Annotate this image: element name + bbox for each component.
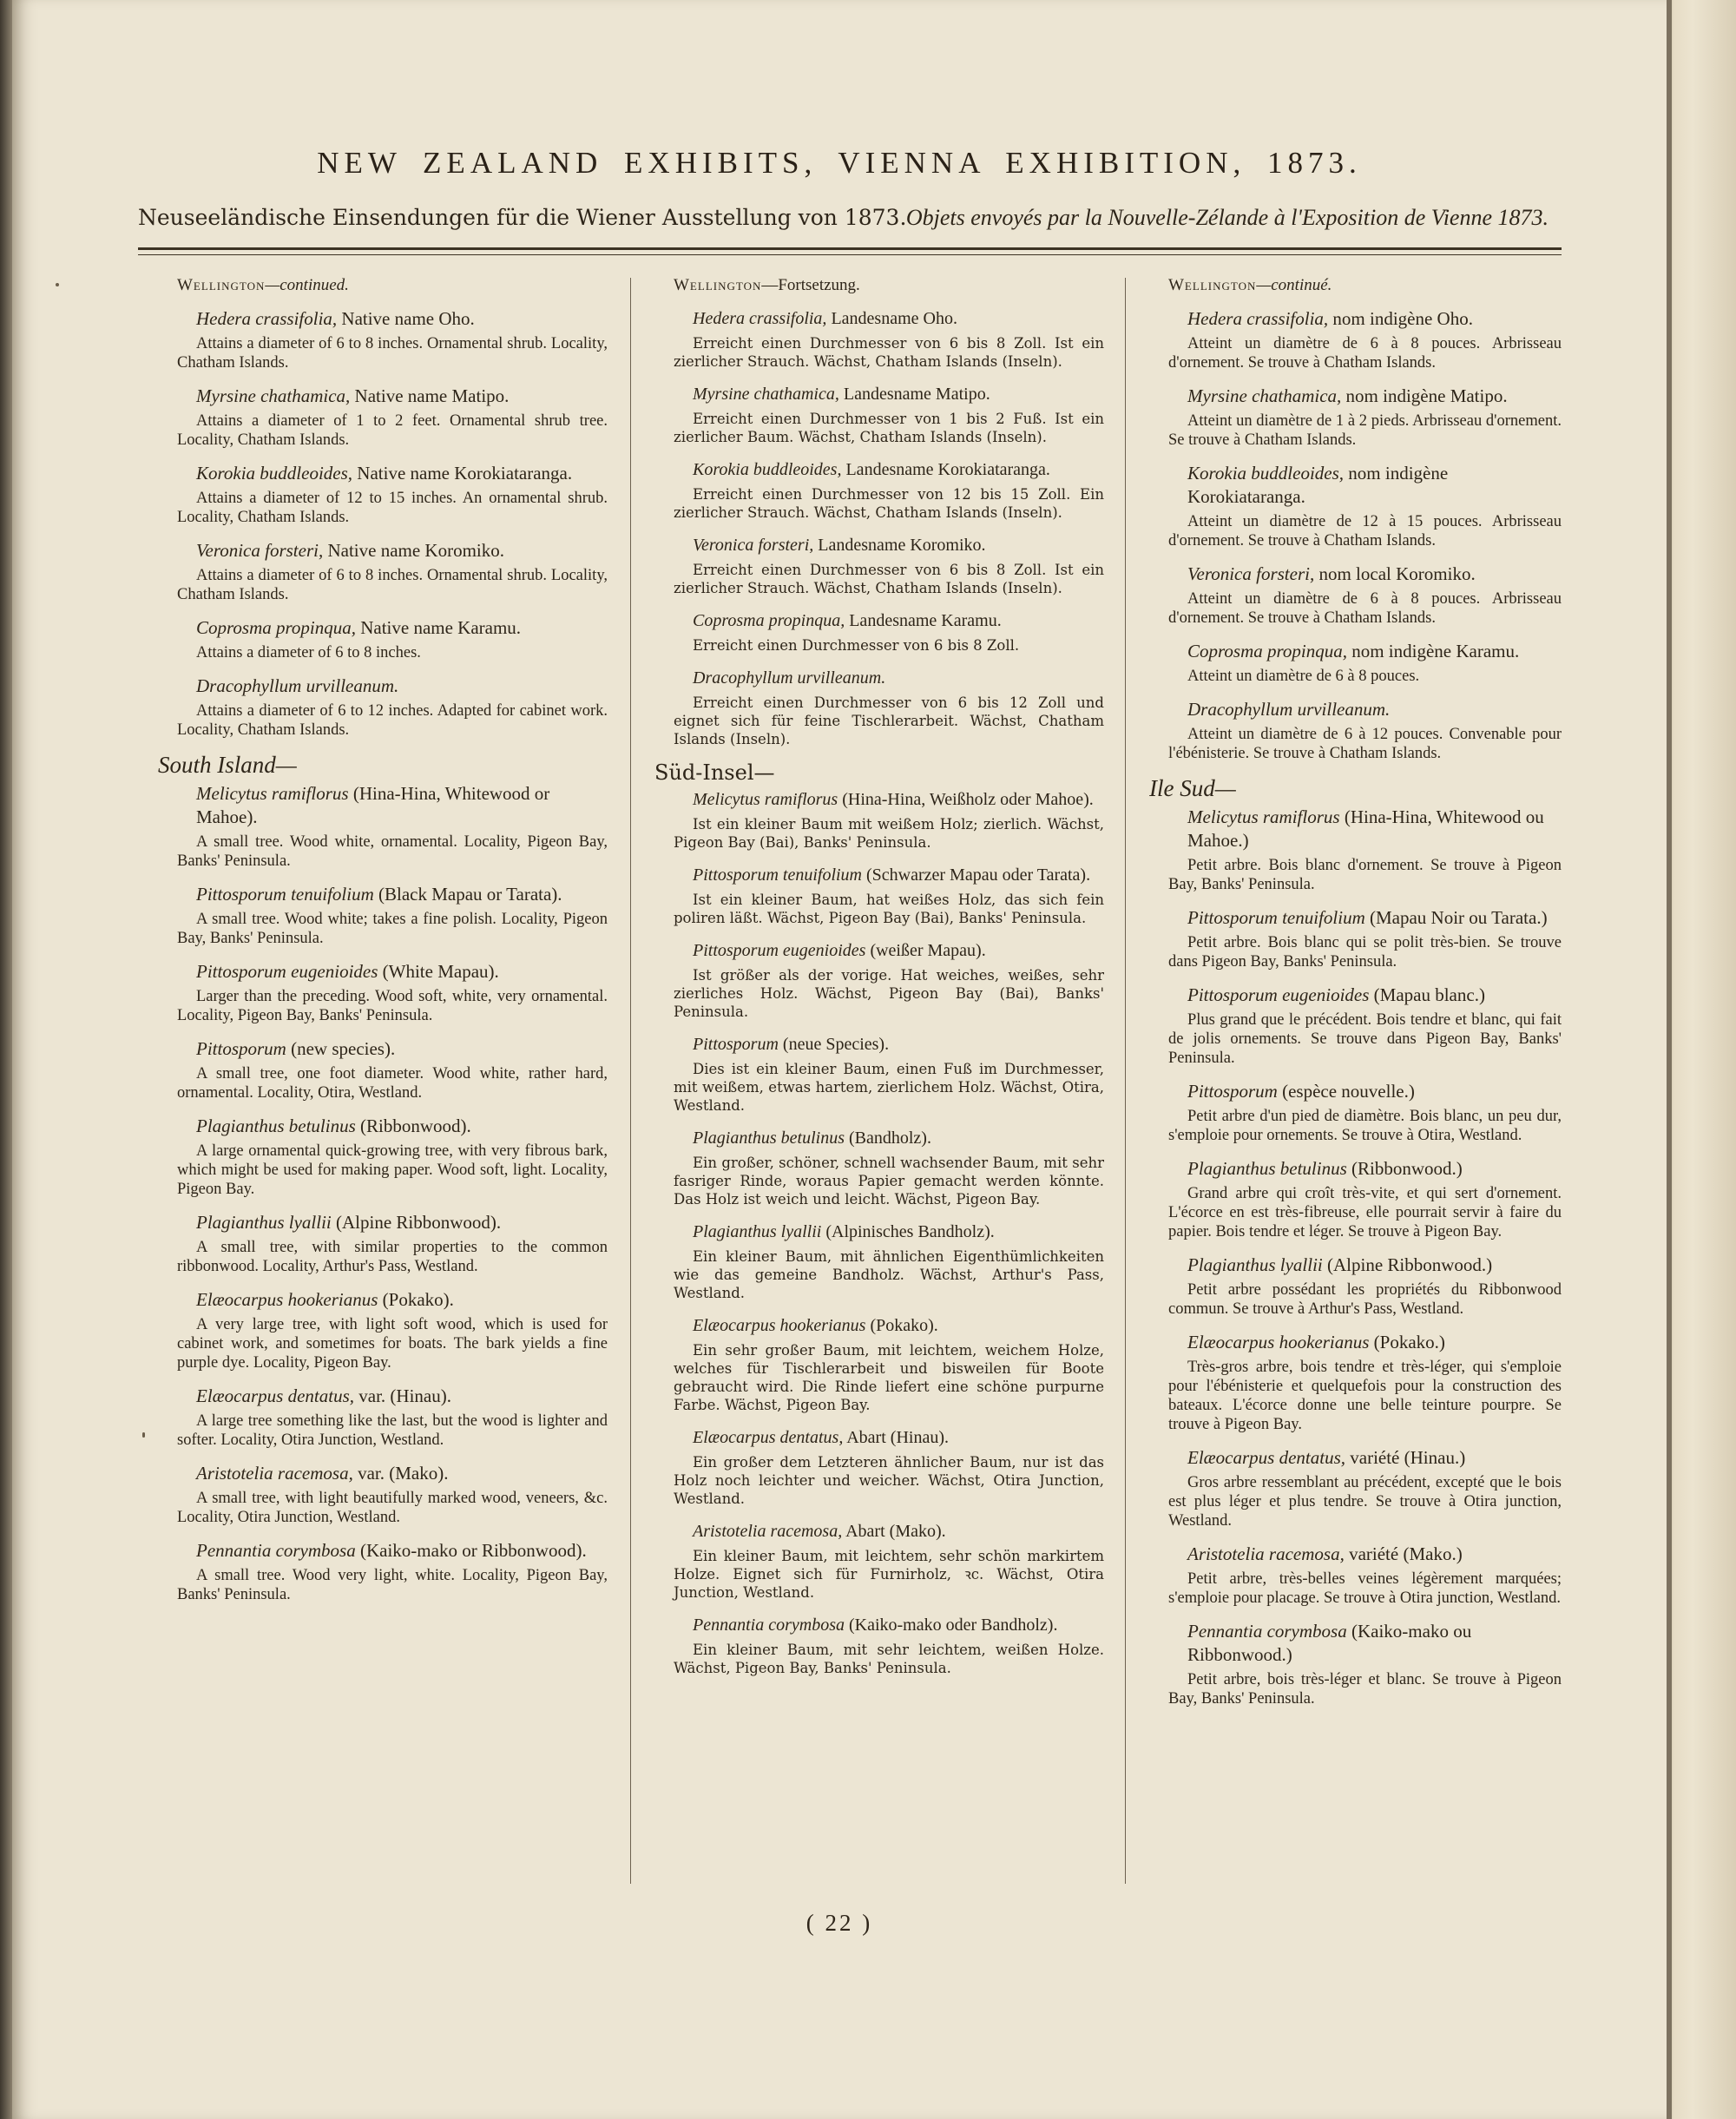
species-description: A very large tree, with light soft wood, which is used for cabinet work, and sometimes for boats. The bark yields a fine purple dye. Locality, Pigeon Bay. <box>177 1316 608 1372</box>
species-name: Pittosporum eugenioides <box>196 961 378 982</box>
species-description: Dies ist ein kleiner Baum, einen Fuß im Durchmesser, mit weißem, etwas hartem, zierlichem Holz. Wächst, Otira, Westland. <box>674 1061 1104 1114</box>
common-name: Landesname Matipo. <box>838 385 990 404</box>
species-description: Erreicht einen Durchmesser von 6 bis 8 Zoll. <box>693 637 1020 654</box>
species-entry <box>1149 1543 1562 1608</box>
species-description: Attains a diameter of 1 to 2 feet. Ornamental shrub tree. Locality, Chatham Islands. <box>177 412 608 449</box>
species-name: Plagianthus betulinus <box>693 1129 845 1148</box>
species-heading <box>654 458 1104 482</box>
species-name: Pittosporum eugenioides <box>693 941 866 960</box>
species-heading <box>1149 563 1562 586</box>
species-heading <box>158 1288 608 1312</box>
species-name: Pittosporum <box>693 1035 779 1054</box>
common-name: Landesname Korokiataranga. <box>841 460 1050 479</box>
species-name: Plagianthus lyallii <box>693 1222 822 1241</box>
species-heading <box>158 1115 608 1138</box>
species-name: Elæocarpus dentatus, <box>1187 1447 1345 1468</box>
species-entry <box>654 939 1104 1021</box>
species-name: Pittosporum <box>196 1038 286 1059</box>
common-name: (new species). <box>286 1038 396 1059</box>
species-description: A small tree. Wood white; takes a fine polish. Locality, Pigeon Bay, Banks' Peninsula. <box>177 911 608 947</box>
species-entry <box>158 462 608 527</box>
species-description: Ein großer, schöner, schnell wachsender Baum, mit sehr fasriger Rinde, woraus Papier gemacht werden könnte. Das Holz ist weich und leicht. Wächst, Pigeon Bay. <box>674 1155 1104 1208</box>
species-entry <box>1149 1331 1562 1434</box>
species-name: Veronica forsteri, <box>1187 563 1315 584</box>
species-name: Plagianthus lyallii <box>196 1212 332 1233</box>
entries-south-island <box>654 788 1104 1677</box>
column-divider <box>1125 278 1126 1884</box>
species-description: Très-gros arbre, bois tendre et très-léger, qui s'emploie pour l'ébénisterie et quelquefois pour la construction des bateaux. L'écorce donne une belle teinture pourpre. Se trouve à Pigeon Bay. <box>1168 1359 1562 1433</box>
species-name: Elæocarpus dentatus, <box>693 1428 844 1447</box>
common-name: Native name Korokiataranga. <box>352 463 573 484</box>
column-french <box>1149 276 1562 1891</box>
species-heading <box>158 960 608 984</box>
section-title: Ile Sud— <box>1149 775 1236 801</box>
species-description: Erreicht einen Durchmesser von 6 bis 8 Zoll. Ist ein zierlicher Strauch. Wächst, Chatham Islands (Inseln). <box>674 562 1104 596</box>
species-heading <box>654 534 1104 557</box>
running-head-place: Wellington <box>177 276 266 294</box>
species-entry <box>654 788 1104 852</box>
species-description: Atteint un diamètre de 1 à 2 pieds. Arbrisseau d'ornement. Se trouve à Chatham Islands. <box>1168 412 1562 449</box>
next-page-edge <box>1667 0 1736 2119</box>
common-name: (Mapau blanc.) <box>1369 984 1485 1005</box>
common-name: var. (Mako). <box>352 1463 449 1484</box>
species-entry <box>1149 906 1562 971</box>
paper-speck <box>142 1432 145 1438</box>
species-name: Hedera crassifolia, <box>1187 308 1329 329</box>
species-description: Erreicht einen Durchmesser von 6 bis 8 Zoll. Ist ein zierlicher Strauch. Wächst, Chatham Islands (Inseln). <box>674 335 1104 370</box>
running-head-place: Wellington <box>674 276 762 294</box>
species-name: Hedera crassifolia, <box>693 309 827 328</box>
species-description: Erreicht einen Durchmesser von 12 bis 15 Zoll. Ein zierlicher Strauch. Wächst, Chatham Islands (Inseln). <box>674 486 1104 521</box>
species-heading <box>1149 1080 1562 1103</box>
common-name: nom indigène Oho. <box>1328 308 1473 329</box>
common-name: Abart (Mako). <box>842 1522 946 1541</box>
species-entry <box>654 864 1104 927</box>
species-name: Korokia buddleoides, <box>693 460 842 479</box>
species-entry <box>1149 462 1562 550</box>
species-description: Larger than the preceding. Wood soft, white, very ornamental. Locality, Pigeon Bay, Banks' Peninsula. <box>177 988 608 1024</box>
species-heading <box>654 307 1104 331</box>
species-heading <box>158 1211 608 1234</box>
species-name: Aristotelia racemosa, <box>693 1522 843 1541</box>
species-name: Dracophyllum urvilleanum. <box>693 668 886 688</box>
species-description: Atteint un diamètre de 6 à 12 pouces. Convenable pour l'ébénisterie. Se trouve à Chatham Islands. <box>1168 726 1562 762</box>
species-entry <box>158 960 608 1025</box>
species-heading <box>158 462 608 485</box>
species-name: Pittosporum eugenioides <box>1187 984 1370 1005</box>
common-name: Abart (Hinau). <box>843 1428 949 1447</box>
species-heading <box>1149 1331 1562 1354</box>
species-description: Plus grand que le précédent. Bois tendre et blanc, qui fait de jolis ornements. Se trouve dans Pigeon Bay, Banks' Peninsula. <box>1168 1011 1562 1067</box>
species-name: Pittosporum tenuifolium <box>1187 907 1365 928</box>
species-heading <box>1149 640 1562 663</box>
species-entry <box>654 307 1104 371</box>
common-name: Native name Oho. <box>337 308 475 329</box>
species-name: Melicytus ramiflorus <box>196 783 349 804</box>
species-name: Melicytus ramiflorus <box>1187 806 1340 827</box>
common-name: (Kaiko-mako oder Bandholz). <box>844 1616 1058 1635</box>
section-title: Süd-Insel— <box>654 760 775 785</box>
species-description: Petit arbre, bois très-léger et blanc. Se trouve à Pigeon Bay, Banks' Peninsula. <box>1168 1671 1562 1708</box>
species-name: Coprosma propinqua, <box>1187 641 1347 661</box>
species-heading <box>1149 462 1562 509</box>
species-description: Atteint un diamètre de 6 à 8 pouces. Arbrisseau d'ornement. Se trouve à Chatham Islands. <box>1168 590 1562 627</box>
entries-wellington <box>1149 307 1562 763</box>
species-name: Korokia buddleoides, <box>1187 463 1345 484</box>
species-heading <box>1149 1620 1562 1667</box>
species-heading <box>654 609 1104 633</box>
running-head-place: Wellington <box>1168 276 1257 294</box>
species-heading <box>654 788 1104 812</box>
species-description: Atteint un diamètre de 6 à 8 pouces. <box>1187 668 1420 685</box>
species-description: A small tree. Wood very light, white. Locality, Pigeon Bay, Banks' Peninsula. <box>177 1567 608 1603</box>
species-entry <box>158 675 608 740</box>
species-heading <box>654 1314 1104 1338</box>
species-description: Gros arbre ressemblant au précédent, excepté que le bois est plus léger et plus tendre. Se trouve à Otira junction, Westland. <box>1168 1474 1562 1530</box>
common-name: Landesname Oho. <box>826 309 957 328</box>
species-name: Myrsine chathamica, <box>1187 385 1342 406</box>
species-name: Aristotelia racemosa, <box>196 1463 353 1484</box>
species-heading <box>1149 984 1562 1007</box>
species-entry <box>654 383 1104 446</box>
common-name: (Black Mapau or Tarata). <box>373 884 562 905</box>
common-name: (Hina-Hina, Whitewood or Mahoe). <box>196 783 550 827</box>
species-name: Pennantia corymbosa <box>693 1616 845 1635</box>
species-description: A small tree. Wood white, ornamental. Locality, Pigeon Bay, Banks' Peninsula. <box>177 833 608 870</box>
species-description: Ist ein kleiner Baum mit weißem Holz; zierlich. Wächst, Pigeon Bay (Bai), Banks' Peninsula. <box>674 816 1104 851</box>
species-name: Plagianthus betulinus <box>1187 1158 1347 1179</box>
common-name: (Hina-Hina, Whitewood ou Mahoe.) <box>1187 806 1544 851</box>
species-name: Plagianthus lyallii <box>1187 1254 1323 1275</box>
common-name: (Alpine Ribbonwood). <box>331 1212 502 1233</box>
species-name: Coprosma propinqua, <box>196 617 356 638</box>
common-name: nom local Koromiko. <box>1314 563 1476 584</box>
species-heading <box>158 385 608 408</box>
species-entry <box>1149 806 1562 894</box>
running-head-suffix: —continued. <box>265 276 349 294</box>
species-entry <box>654 1614 1104 1677</box>
page-gutter <box>1667 0 1672 2119</box>
species-entry <box>158 1115 608 1199</box>
section-title: South Island— <box>158 752 297 778</box>
species-entry <box>654 534 1104 597</box>
common-name: (Pokako.) <box>1369 1332 1445 1352</box>
species-entry <box>654 458 1104 522</box>
species-entry <box>654 1221 1104 1302</box>
species-description: Ein sehr großer Baum, mit leichtem, weichem Holze, welches für Tischlerarbeit und bisweilen für Boote gebraucht wird. Die Rinde liefert eine schöne purpurne Farbe. Wächst, Pigeon Bay. <box>674 1342 1104 1413</box>
entries-south-island <box>1149 806 1562 1708</box>
species-description: A large tree something like the last, but the wood is lighter and softer. Locality, Otira Junction, Westland. <box>177 1412 608 1449</box>
scan-binding-shadow <box>0 0 12 2119</box>
species-name: Veronica forsteri, <box>196 540 324 561</box>
species-name: Melicytus ramiflorus <box>693 790 838 809</box>
common-name: (Bandholz). <box>845 1129 931 1148</box>
common-name: Native name Matipo. <box>350 385 510 406</box>
species-description: Petit arbre possédant les propriétés du Ribbonwood commun. Se trouve à Arthur's Pass, Westland. <box>1168 1281 1562 1318</box>
species-entry <box>654 667 1104 748</box>
species-name: Korokia buddleoides, <box>196 463 353 484</box>
species-heading <box>158 883 608 906</box>
common-name: (weißer Mapau). <box>865 941 986 960</box>
species-entry <box>654 1314 1104 1414</box>
species-entry <box>158 1385 608 1450</box>
common-name: var. (Hinau). <box>354 1385 451 1406</box>
header-rule-thin <box>138 254 1562 255</box>
species-heading <box>654 1221 1104 1244</box>
species-heading <box>158 539 608 563</box>
common-name: (espèce nouvelle.) <box>1277 1081 1415 1102</box>
species-description: Ist größer als der vorige. Hat weiches, weißes, sehr zierliches Holz. Wächst, Pigeon Bay (Bai), Banks' Peninsula. <box>674 967 1104 1020</box>
common-name: (Kaiko-mako ou Ribbonwood.) <box>1187 1621 1472 1665</box>
species-heading <box>158 675 608 698</box>
species-name: Plagianthus betulinus <box>196 1115 356 1136</box>
species-name: Pennantia corymbosa <box>1187 1621 1347 1642</box>
species-heading <box>654 939 1104 963</box>
species-entry <box>1149 698 1562 763</box>
species-heading <box>1149 1543 1562 1566</box>
species-entry <box>158 1288 608 1372</box>
species-entry <box>654 609 1104 655</box>
common-name: (Pokako). <box>378 1289 454 1310</box>
species-entry <box>1149 1620 1562 1708</box>
species-description: Atteint un diamètre de 6 à 8 pouces. Arbrisseau d'ornement. Se trouve à Chatham Islands. <box>1168 335 1562 372</box>
species-description: Ein kleiner Baum, mit sehr leichtem, weißen Holze. Wächst, Pigeon Bay, Banks' Peninsula. <box>674 1642 1104 1676</box>
species-name: Hedera crassifolia, <box>196 308 338 329</box>
common-name: Landesname Koromiko. <box>813 536 986 555</box>
species-description: Attains a diameter of 6 to 8 inches. <box>196 644 421 661</box>
species-heading <box>654 1033 1104 1056</box>
common-name: (Kaiko-mako or Ribbonwood). <box>355 1540 587 1561</box>
species-heading <box>1149 1157 1562 1181</box>
species-entry <box>654 1033 1104 1115</box>
running-head-suffix: —Fortsetzung. <box>761 276 860 294</box>
entries-wellington <box>654 307 1104 748</box>
species-entry <box>158 539 608 604</box>
species-name: Elæocarpus dentatus, <box>196 1385 354 1406</box>
species-name: Pittosporum <box>1187 1081 1278 1102</box>
common-name: nom indigène Korokiataranga. <box>1187 463 1449 507</box>
species-description: Attains a diameter of 6 to 8 inches. Ornamental shrub. Locality, Chatham Islands. <box>177 567 608 603</box>
species-description: Ein kleiner Baum, mit ähnlichen Eigenthümlichkeiten wie das gemeine Bandholz. Wächst, Arthur's Pass, Westland. <box>674 1248 1104 1301</box>
species-entry <box>1149 984 1562 1068</box>
species-entry <box>158 1037 608 1102</box>
species-heading <box>1149 806 1562 852</box>
common-name: nom indigène Matipo. <box>1341 385 1508 406</box>
subtitle-french: Objets envoyés par la Nouvelle-Zélande à l'Exposition de Vienne 1873. <box>905 205 1549 230</box>
species-entry <box>1149 1446 1562 1530</box>
species-description: A small tree, with similar properties to the common ribbonwood. Locality, Arthur's Pass, Westland. <box>177 1239 608 1275</box>
species-heading <box>158 782 608 829</box>
species-entry <box>158 616 608 662</box>
species-heading <box>654 1520 1104 1543</box>
common-name: (Alpinisches Bandholz). <box>821 1222 995 1241</box>
species-entry <box>1149 1157 1562 1241</box>
species-name: Pittosporum tenuifolium <box>693 865 862 885</box>
species-heading <box>1149 385 1562 408</box>
running-head <box>674 276 1104 295</box>
species-name: Dracophyllum urvilleanum. <box>196 675 399 696</box>
species-heading <box>654 383 1104 406</box>
entries-wellington <box>158 307 608 740</box>
species-heading <box>158 1385 608 1408</box>
species-name: Elæocarpus hookerianus <box>1187 1332 1370 1352</box>
species-entry <box>654 1520 1104 1602</box>
species-entry <box>654 1127 1104 1208</box>
species-heading <box>1149 698 1562 721</box>
species-heading <box>654 1614 1104 1637</box>
species-name: Elæocarpus hookerianus <box>693 1316 866 1335</box>
species-description: Attains a diameter of 6 to 8 inches. Ornamental shrub. Locality, Chatham Islands. <box>177 335 608 372</box>
species-entry <box>1149 385 1562 450</box>
species-heading <box>654 1426 1104 1450</box>
species-heading <box>654 864 1104 887</box>
species-entry <box>158 782 608 871</box>
page-title: NEW ZEALAND EXHIBITS, VIENNA EXHIBITION, 1873. <box>317 146 1362 180</box>
species-description: Petit arbre d'un pied de diamètre. Bois blanc, un peu dur, s'emploie pour ornements. Se trouve à Otira, Westland. <box>1168 1108 1562 1144</box>
species-entry <box>158 883 608 948</box>
species-description: Erreicht einen Durchmesser von 1 bis 2 Fuß. Ist ein zierlicher Baum. Wächst, Chatham Islands (Inseln). <box>674 411 1104 445</box>
common-name: (Alpine Ribbonwood.) <box>1322 1254 1493 1275</box>
common-name: (neue Species). <box>778 1035 890 1054</box>
species-name: Elæocarpus hookerianus <box>196 1289 378 1310</box>
species-entry <box>1149 640 1562 686</box>
species-description: Petit arbre. Bois blanc d'ornement. Se trouve à Pigeon Bay, Banks' Peninsula. <box>1168 857 1562 893</box>
species-description: Ein großer dem Letzteren ähnlicher Baum, nur ist das Holz noch leichter und weicher. Wächst, Otira Junction, Westland. <box>674 1454 1104 1507</box>
common-name: (Hina-Hina, Weißholz oder Mahoe). <box>838 790 1094 809</box>
common-name: (White Mapau). <box>378 961 499 982</box>
species-description: A large ornamental quick-growing tree, with very fibrous bark, which might be used for making paper. Wood soft, light. Locality, Pigeon Bay. <box>177 1142 608 1198</box>
species-entry <box>158 1211 608 1276</box>
species-name: Myrsine chathamica, <box>196 385 351 406</box>
species-name: Pennantia corymbosa <box>196 1540 356 1561</box>
species-heading <box>654 667 1104 690</box>
common-name: (Schwarzer Mapau oder Tarata). <box>862 865 1091 885</box>
species-heading <box>158 1462 608 1485</box>
species-entry <box>158 307 608 372</box>
species-name: Dracophyllum urvilleanum. <box>1187 699 1391 720</box>
species-description: Grand arbre qui croît très-vite, et qui sert d'ornement. L'écorce en est très-fibreuse, elle pourrait servir à faire du papier. Bois tendre et léger. Se trouve à Pigeon Bay. <box>1168 1185 1562 1240</box>
subtitle-german: Neuseeländische Einsendungen für die Wiener Ausstellung von 1873. <box>138 205 907 230</box>
species-heading <box>1149 307 1562 331</box>
common-name: (Ribbonwood.) <box>1346 1158 1463 1179</box>
species-name: Aristotelia racemosa, <box>1187 1543 1345 1564</box>
species-description: Petit arbre, très-belles veines légèrement marquées; s'emploie pour placage. Se trouve à Otira junction, Westland. <box>1168 1570 1562 1607</box>
species-name: Pittosporum tenuifolium <box>196 884 374 905</box>
species-heading <box>158 616 608 640</box>
species-name: Coprosma propinqua, <box>693 611 845 630</box>
common-name: Native name Koromiko. <box>323 540 504 561</box>
species-description: Petit arbre. Bois blanc qui se polit très-bien. Se trouve dans Pigeon Bay, Banks' Peninsula. <box>1168 934 1562 971</box>
species-heading <box>1149 906 1562 930</box>
entries-south-island <box>158 782 608 1604</box>
species-entry <box>158 1539 608 1604</box>
common-name: variété (Hinau.) <box>1345 1447 1466 1468</box>
common-name: Native name Karamu. <box>355 617 522 638</box>
species-description: A small tree, one foot diameter. Wood white, rather hard, ornamental. Locality, Otira, Westland. <box>177 1065 608 1102</box>
running-head-suffix: —continué. <box>1256 276 1332 294</box>
species-heading <box>1149 1446 1562 1470</box>
species-description: Ist ein kleiner Baum, hat weißes Holz, das sich fein poliren läßt. Wächst, Pigeon Bay (Bai), Banks' Peninsula. <box>674 892 1104 926</box>
species-description: A small tree, with light beautifully marked wood, veneers, &c. Locality, Otira Junction, Westland. <box>177 1490 608 1526</box>
species-description: Erreicht einen Durchmesser von 6 bis 12 Zoll und eignet sich für feine Tischlerarbeit. Wächst, Chatham Islands (Inseln). <box>674 694 1104 747</box>
species-entry <box>158 385 608 450</box>
header-rule-thick <box>138 247 1562 250</box>
species-entry <box>1149 563 1562 628</box>
running-head <box>1168 276 1562 295</box>
species-heading <box>158 307 608 331</box>
paper-speck <box>56 283 59 286</box>
species-entry <box>1149 307 1562 372</box>
running-head <box>177 276 608 295</box>
document-page <box>12 0 1667 2119</box>
common-name: nom indigène Karamu. <box>1346 641 1520 661</box>
column-german <box>654 276 1104 1891</box>
species-entry <box>158 1462 608 1527</box>
species-description: Attains a diameter of 6 to 12 inches. Adapted for cabinet work. Locality, Chatham Islands. <box>177 702 608 739</box>
common-name: (Ribbonwood). <box>355 1115 471 1136</box>
species-heading <box>1149 1254 1562 1277</box>
column-english <box>158 276 608 1891</box>
common-name: (Mapau Noir ou Tarata.) <box>1364 907 1548 928</box>
page-number: ( 22 ) <box>806 1910 873 1936</box>
species-heading <box>654 1127 1104 1150</box>
species-name: Myrsine chathamica, <box>693 385 839 404</box>
column-divider <box>630 278 631 1884</box>
common-name: Landesname Karamu. <box>845 611 1002 630</box>
species-entry <box>654 1426 1104 1508</box>
species-description: Ein kleiner Baum, mit leichtem, sehr schön markirtem Holze. Eignet sich für Furnirholz, ꝛc. Wächst, Otira Junction, Westland. <box>674 1548 1104 1601</box>
species-heading <box>158 1037 608 1061</box>
species-description: Atteint un diamètre de 12 à 15 pouces. Arbrisseau d'ornement. Se trouve à Chatham Islands. <box>1168 513 1562 549</box>
species-name: Veronica forsteri, <box>693 536 814 555</box>
common-name: variété (Mako.) <box>1344 1543 1463 1564</box>
common-name: (Pokako). <box>865 1316 938 1335</box>
species-entry <box>1149 1254 1562 1319</box>
species-description: Attains a diameter of 12 to 15 inches. An ornamental shrub. Locality, Chatham Islands. <box>177 490 608 526</box>
species-heading <box>158 1539 608 1563</box>
species-entry <box>1149 1080 1562 1145</box>
